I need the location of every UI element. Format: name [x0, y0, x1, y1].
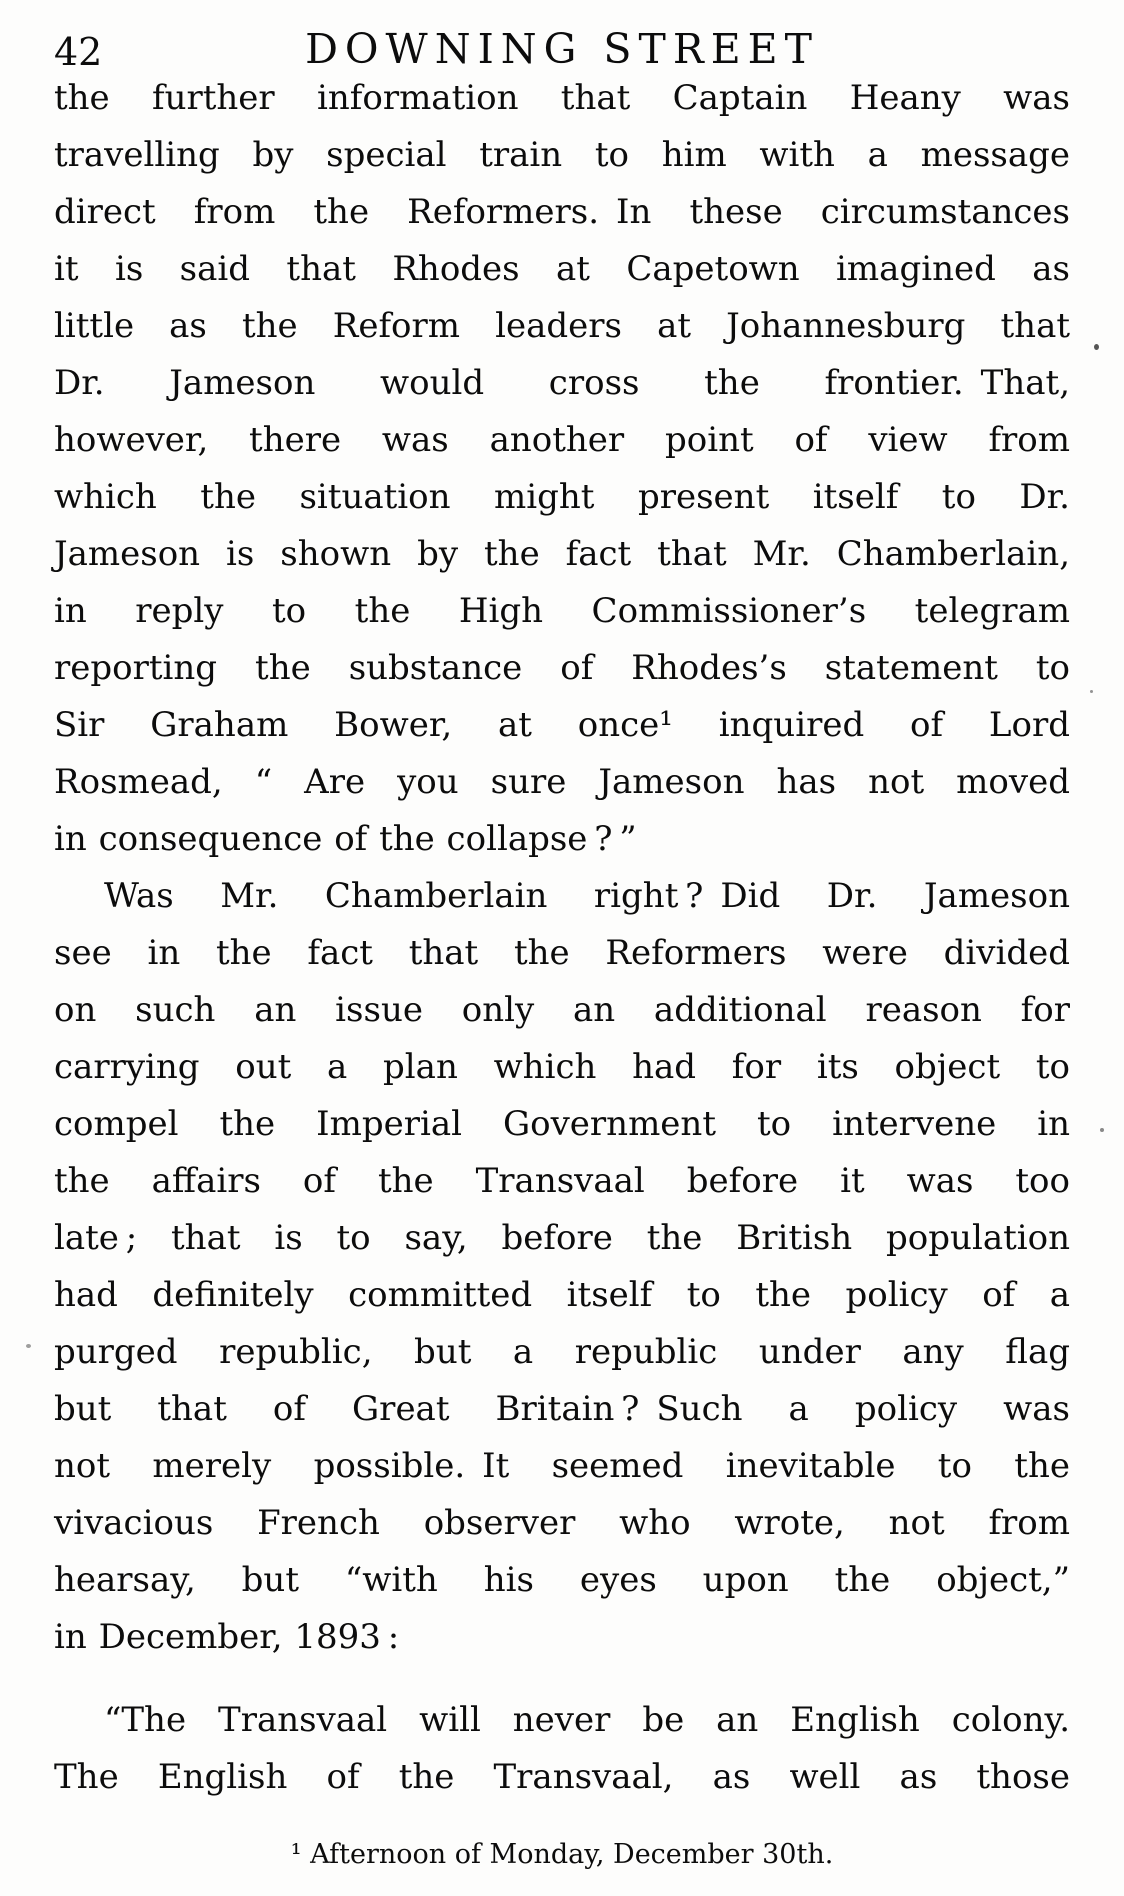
body-text [54, 70, 1070, 1874]
text-line: travelling by special train to him with a message [54, 135, 1070, 175]
text-line: which the situation might present itself to Dr. [54, 477, 1070, 517]
text-line: carrying out a plan which had for its object to [54, 1047, 1070, 1087]
block-quote [54, 1692, 1070, 1806]
text-line: had definitely committed itself to the policy of a [54, 1275, 1070, 1315]
running-title: DOWNING STREET [305, 25, 819, 73]
text-line: little as the Reform leaders at Johannesburg that [54, 306, 1070, 346]
text-line: Dr. Jameson would cross the frontier. That, [54, 363, 1070, 403]
text-line: however, there was another point of view from [54, 420, 1070, 460]
text-line: “The Transvaal will never be an English colony. [104, 1700, 1070, 1740]
text-line: vivacious French observer who wrote, not from [54, 1503, 1070, 1543]
text-line: in reply to the High Commissioner’s telegram [54, 591, 1070, 631]
text-line: Jameson is shown by the fact that Mr. Chamberlain, [54, 534, 1070, 574]
text-line: but that of Great Britain ? Such a policy was [54, 1389, 1070, 1429]
text-line: the affairs of the Transvaal before it was too [54, 1161, 1070, 1201]
ink-speck [26, 1344, 31, 1348]
text-line: compel the Imperial Government to intervene in [54, 1104, 1070, 1144]
text-line: the further information that Captain Heany was [54, 78, 1070, 118]
text-line: not merely possible. It seemed inevitable to the [54, 1446, 1070, 1486]
ink-speck [1094, 344, 1099, 350]
footnote: ¹ Afternoon of Monday, December 30th. [290, 1839, 834, 1870]
text-line: reporting the substance of Rhodes’s statement to [54, 648, 1070, 688]
text-line: on such an issue only an additional reason for [54, 990, 1070, 1030]
running-header [0, 22, 1124, 74]
paragraph [54, 70, 1070, 868]
ink-speck [1090, 690, 1093, 693]
text-line: The English of the Transvaal, as well as those [54, 1757, 1070, 1797]
page-number: 42 [54, 30, 103, 74]
text-line: direct from the Reformers. In these circumstances [54, 192, 1070, 232]
text-line: purged republic, but a republic under any flag [54, 1332, 1070, 1372]
text-line: late ; that is to say, before the British population [54, 1218, 1070, 1258]
text-line: in consequence of the collapse ? ” [54, 819, 637, 859]
text-line: hearsay, but “with his eyes upon the object,” [54, 1560, 1070, 1600]
text-line: see in the fact that the Reformers were divided [54, 933, 1070, 973]
text-line: it is said that Rhodes at Capetown imagined as [54, 249, 1070, 289]
text-line: Rosmead, “ Are you sure Jameson has not moved [54, 762, 1070, 802]
paragraph [54, 868, 1070, 1666]
text-line: Was Mr. Chamberlain right ? Did Dr. Jameson [104, 876, 1070, 916]
text-line: Sir Graham Bower, at once¹ inquired of Lord [54, 705, 1070, 745]
ink-speck [1100, 1128, 1104, 1132]
text-line: in December, 1893 : [54, 1617, 400, 1657]
